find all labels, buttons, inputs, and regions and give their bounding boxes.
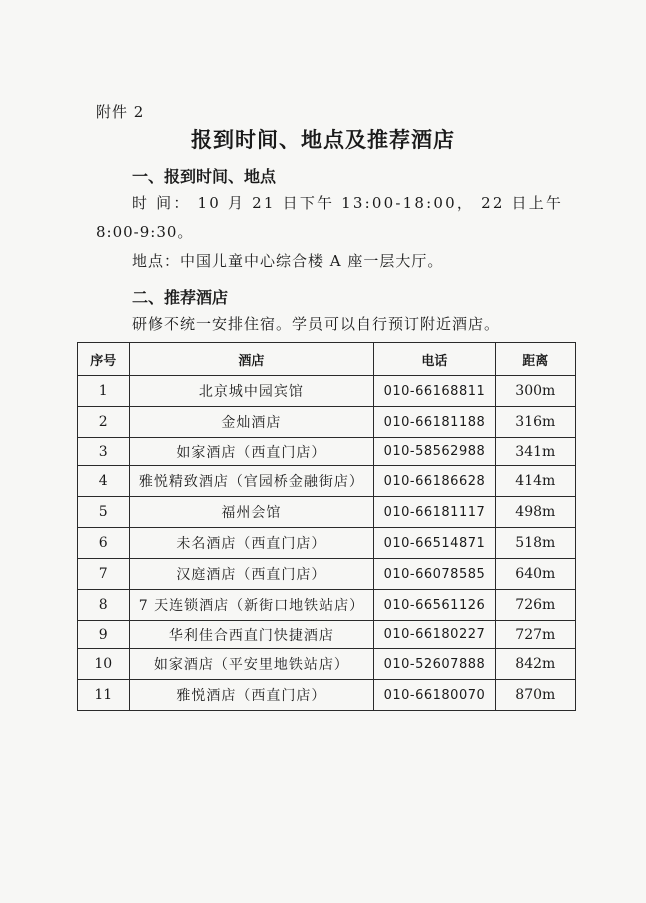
row-distance: 498m	[495, 497, 575, 528]
row-hotel: 福州会馆	[129, 497, 374, 528]
row-hotel: 华利佳合西直门快捷酒店	[129, 621, 374, 649]
row-hotel: 汉庭酒店（西直门店）	[129, 559, 374, 590]
table-row	[78, 590, 576, 621]
header-hotel: 酒店	[129, 343, 374, 376]
row-distance: 870m	[495, 680, 575, 711]
row-distance: 640m	[495, 559, 575, 590]
table-row	[78, 376, 576, 407]
row-phone: 010-66181188	[374, 407, 495, 438]
table-row	[78, 497, 576, 528]
row-number: 9	[78, 621, 130, 649]
row-number: 1	[78, 376, 130, 407]
section-heading-registration: 一、报到时间、地点	[132, 167, 277, 186]
registration-place: 地点：中国儿童中心综合楼 A 座一层大厅。	[132, 252, 444, 270]
table-row	[78, 438, 576, 466]
row-number: 3	[78, 438, 130, 466]
row-distance: 341m	[495, 438, 575, 466]
table-row	[78, 680, 576, 711]
row-hotel: 北京城中园宾馆	[129, 376, 374, 407]
table-row	[78, 407, 576, 438]
row-distance: 842m	[495, 649, 575, 680]
table-header-row	[78, 343, 576, 376]
registration-time-line2: 8:00-9:30。	[96, 223, 194, 241]
row-phone: 010-58562988	[374, 438, 495, 466]
header-distance: 距离	[495, 343, 575, 376]
row-number: 10	[78, 649, 130, 680]
row-distance: 727m	[495, 621, 575, 649]
row-phone: 010-52607888	[374, 649, 495, 680]
row-hotel: 雅悦精致酒店（官园桥金融街店）	[129, 466, 374, 497]
row-phone: 010-66180070	[374, 680, 495, 711]
table-row	[78, 621, 576, 649]
page-title: 报到时间、地点及推荐酒店	[191, 128, 455, 152]
section-heading-hotels: 二、推荐酒店	[132, 288, 229, 307]
row-number: 11	[78, 680, 130, 711]
table-row	[78, 528, 576, 559]
table-row	[78, 559, 576, 590]
row-phone: 010-66078585	[374, 559, 495, 590]
row-number: 2	[78, 407, 130, 438]
row-distance: 414m	[495, 466, 575, 497]
row-number: 8	[78, 590, 130, 621]
hotel-table	[77, 342, 576, 711]
row-hotel: 金灿酒店	[129, 407, 374, 438]
row-distance: 300m	[495, 376, 575, 407]
row-hotel: 未名酒店（西直门店）	[129, 528, 374, 559]
row-distance: 316m	[495, 407, 575, 438]
row-distance: 726m	[495, 590, 575, 621]
row-phone: 010-66180227	[374, 621, 495, 649]
row-hotel: 如家酒店（平安里地铁站店）	[129, 649, 374, 680]
row-phone: 010-66186628	[374, 466, 495, 497]
table-row	[78, 466, 576, 497]
row-hotel: 如家酒店（西直门店）	[129, 438, 374, 466]
row-number: 6	[78, 528, 130, 559]
row-phone: 010-66514871	[374, 528, 495, 559]
accommodation-note: 研修不统一安排住宿。学员可以自行预订附近酒店。	[132, 315, 501, 333]
row-number: 4	[78, 466, 130, 497]
table-row	[78, 649, 576, 680]
row-number: 5	[78, 497, 130, 528]
row-number: 7	[78, 559, 130, 590]
header-number: 序号	[78, 343, 130, 376]
registration-time-line1: 时 间： 10 月 21 日下午 13:00-18:00， 22 日上午	[132, 194, 564, 212]
attachment-label: 附件 2	[96, 103, 145, 121]
row-distance: 518m	[495, 528, 575, 559]
row-hotel: 7 天连锁酒店（新街口地铁站店）	[129, 590, 374, 621]
header-phone: 电话	[374, 343, 495, 376]
row-phone: 010-66181117	[374, 497, 495, 528]
row-phone: 010-66168811	[374, 376, 495, 407]
row-phone: 010-66561126	[374, 590, 495, 621]
row-hotel: 雅悦酒店（西直门店）	[129, 680, 374, 711]
